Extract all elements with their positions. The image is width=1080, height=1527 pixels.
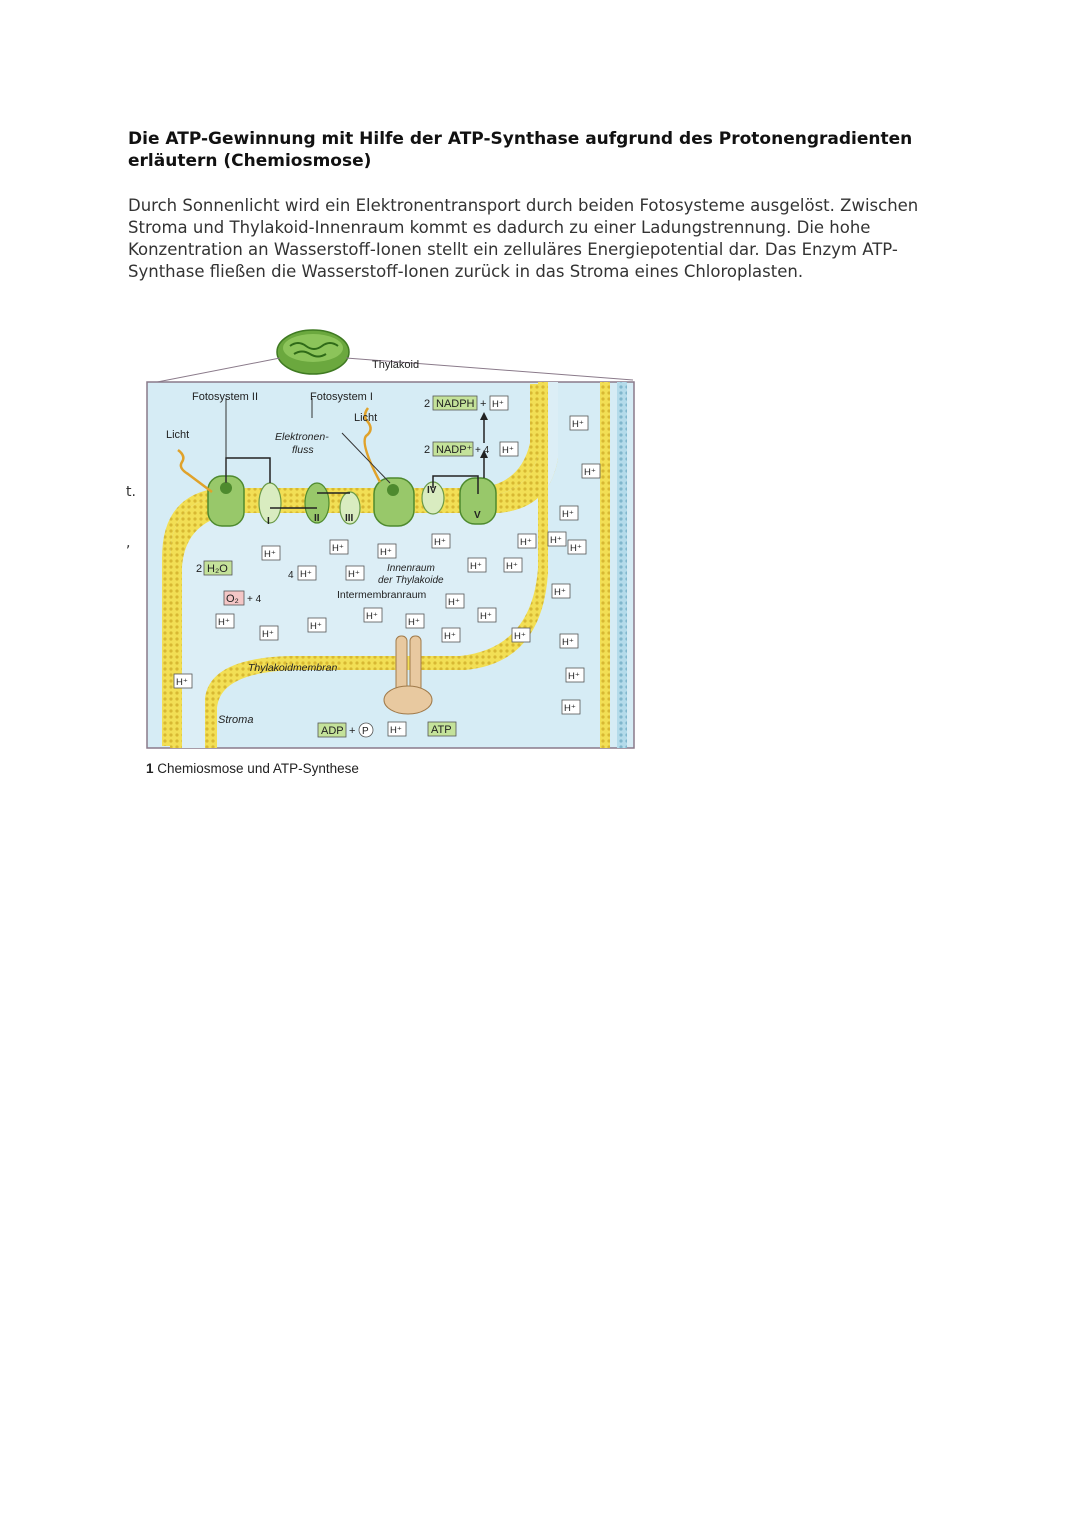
proton-marker — [262, 546, 280, 560]
margin-mark-comma: , — [126, 535, 131, 551]
proton-label: H⁺ — [520, 537, 532, 548]
fotosystem-2-protein — [208, 476, 244, 526]
label-plus-b: + 4 — [475, 445, 490, 456]
label-water: H₂O — [207, 563, 228, 575]
label-elektronenfluss-2: fluss — [292, 444, 314, 456]
proton-marker — [552, 584, 570, 598]
caption-text: Chemiosmose und ATP-Synthese — [157, 761, 359, 776]
proton-marker — [174, 674, 192, 688]
label-fotosystem-1: Fotosystem I — [310, 391, 373, 403]
label-oxygen-plus: + 4 — [247, 594, 262, 605]
proton-label: H⁺ — [434, 537, 446, 548]
proton-marker — [562, 700, 580, 714]
proton-label: H⁺ — [562, 509, 574, 520]
label-plus-a: + — [480, 398, 487, 410]
proton-marker — [570, 416, 588, 430]
label-elektronenfluss-1: Elektronen- — [275, 431, 329, 443]
proton-label: H⁺ — [584, 467, 596, 478]
label-intermembranraum: Intermembranraum — [337, 589, 427, 601]
label-nadp: NADP⁺ — [436, 444, 473, 456]
proton-label: H⁺ — [572, 419, 584, 430]
proton-marker — [568, 540, 586, 554]
label-atp: ATP — [431, 724, 452, 736]
proton-marker — [406, 614, 424, 628]
chemiosmosis-diagram — [120, 318, 650, 758]
label-thylakoid: Thylakoid — [372, 359, 420, 371]
label-phosphate: P — [362, 726, 369, 737]
figure-caption — [146, 761, 359, 776]
label-licht-left: Licht — [166, 429, 190, 441]
label-two-a: 2 — [424, 398, 431, 410]
proton-marker — [560, 634, 578, 648]
label-two-b: 2 — [424, 444, 431, 456]
proton-marker — [442, 628, 460, 642]
proton-marker — [560, 506, 578, 520]
zoom-line-left — [147, 358, 280, 384]
proton-label: H⁺ — [176, 677, 188, 688]
proton-label: H⁺ — [300, 569, 312, 580]
proton-label: H⁺ — [332, 543, 344, 554]
label-four: 4 — [288, 570, 294, 581]
fotosystem-1-protein — [374, 478, 414, 526]
proton-label: H⁺ — [550, 535, 562, 546]
label-complex-4: IV — [427, 485, 437, 496]
body-paragraph: Durch Sonnenlicht wird ein Elektronentransport durch beiden Fotosysteme ausgelöst. Zwischen Stroma und Thylakoid-Innenraum kommt es dadurch zu einer Ladungstrennung. Die hohe Konzentration an Wasserstoff-Ionen stellt ein zelluläres Energiepotential dar. Das Enzym ATP-Synthase fließen die Wasserstoff-Ionen zurück in das Stroma eines Chloroplasten. — [128, 196, 919, 281]
proton-label: H⁺ — [380, 547, 392, 558]
proton-label: H⁺ — [264, 549, 276, 560]
proton-label: H⁺ — [568, 671, 580, 682]
proton-label: H⁺ — [310, 621, 322, 632]
proton-label: H⁺ — [366, 611, 378, 622]
proton-label: H⁺ — [470, 561, 482, 572]
label-complex-2: II — [314, 513, 320, 524]
label-oxygen: O₂ — [226, 593, 239, 605]
chloroplast-thumbnail — [277, 330, 349, 374]
proton-marker — [468, 558, 486, 572]
proton-label: H⁺ — [408, 617, 420, 628]
outer-membrane-1 — [600, 382, 610, 748]
label-complex-1: I — [267, 516, 270, 527]
proton-label: H⁺ — [514, 631, 526, 642]
proton-marker — [432, 534, 450, 548]
proton-marker — [346, 566, 364, 580]
proton-marker — [504, 558, 522, 572]
proton-marker — [378, 544, 396, 558]
proton-marker — [512, 628, 530, 642]
proton-marker — [446, 594, 464, 608]
proton-marker — [308, 618, 326, 632]
proton-marker — [478, 608, 496, 622]
chemiosmosis-figure — [120, 318, 650, 788]
label-adp: ADP — [321, 725, 344, 737]
label-water-coef: 2 — [196, 563, 203, 575]
proton-label: H⁺ — [570, 543, 582, 554]
proton-label: H⁺ — [390, 725, 402, 736]
label-stroma: Stroma — [218, 714, 254, 726]
proton-label: H⁺ — [554, 587, 566, 598]
outer-membrane-2 — [617, 382, 627, 748]
proton-marker — [330, 540, 348, 554]
proton-label: H⁺ — [444, 631, 456, 642]
proton-marker — [298, 566, 316, 580]
label-complex-5: V — [474, 510, 481, 521]
proton-label: H⁺ — [262, 629, 274, 640]
proton-label: H⁺ — [348, 569, 360, 580]
label-nadph: NADPH — [436, 398, 475, 410]
proton-label: H⁺ — [218, 617, 230, 628]
label-fotosystem-2: Fotosystem II — [192, 391, 259, 403]
proton-marker — [260, 626, 278, 640]
label-innenraum-1: Innenraum — [387, 563, 435, 574]
label-innenraum-2: der Thylakoide — [378, 575, 444, 586]
complex-1-protein — [259, 483, 281, 523]
proton-marker — [548, 532, 566, 546]
caption-number: 1 — [146, 761, 154, 776]
proton-label: H⁺ — [562, 637, 574, 648]
label-adp-plus: + — [349, 725, 356, 737]
margin-mark-t: t. — [126, 484, 136, 500]
proton-label: H⁺ — [480, 611, 492, 622]
proton-marker — [216, 614, 234, 628]
proton-marker — [566, 668, 584, 682]
proton-marker — [518, 534, 536, 548]
label-complex-3: III — [345, 513, 354, 524]
label-nadph-proton: H⁺ — [492, 399, 504, 410]
proton-label: H⁺ — [564, 703, 576, 714]
label-nadp-proton: H⁺ — [502, 445, 514, 456]
proton-marker — [364, 608, 382, 622]
label-thylakoidmembran: Thylakoidmembran — [248, 662, 338, 674]
proton-label: H⁺ — [506, 561, 518, 572]
proton-marker — [388, 722, 406, 736]
proton-marker — [582, 464, 600, 478]
proton-label: H⁺ — [448, 597, 460, 608]
label-licht-right: Licht — [354, 412, 378, 424]
page-heading: Die ATP-Gewinnung mit Hilfe der ATP-Synthase aufgrund des Protonengradienten erläutern (Chemiosmose) — [128, 129, 913, 171]
